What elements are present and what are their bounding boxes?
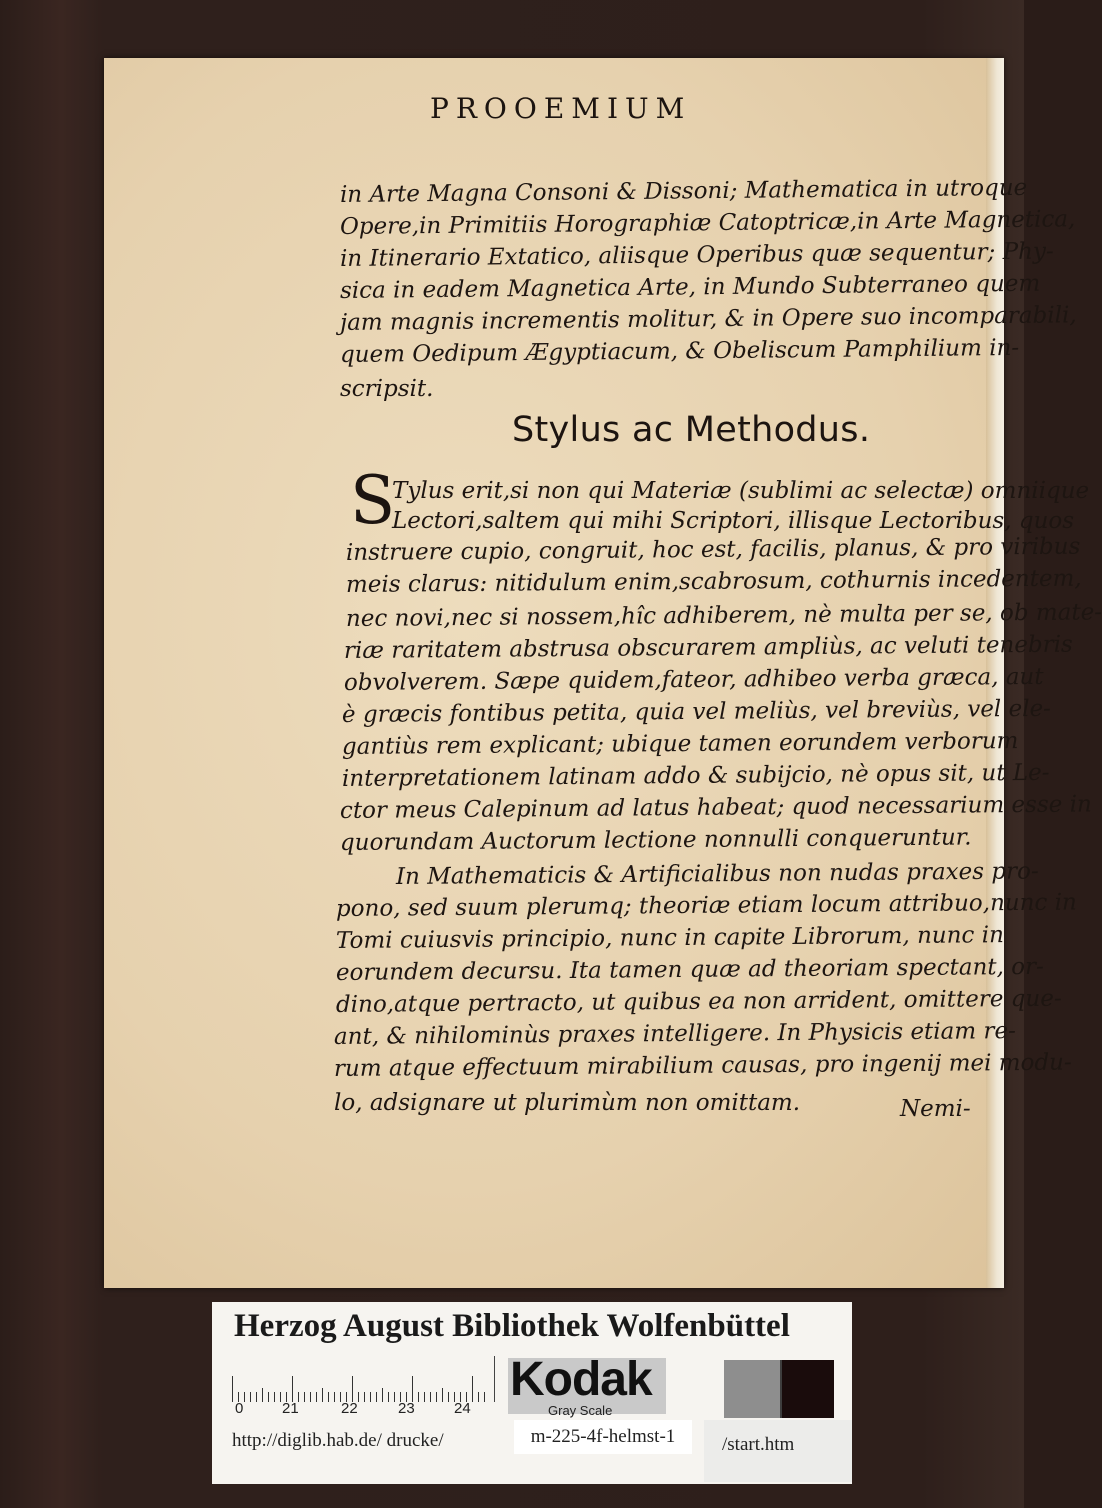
text-line: pono, sed suum plerumq; theoriæ etiam locum attribuo,nunc in xyxy=(335,889,1077,922)
text-line: dino,atque pertracto, ut quibus ea non arrident, omittere que- xyxy=(335,985,1062,1018)
text-line: instruere cupio, congruit, hoc est, facilis, planus, & pro viribus xyxy=(345,533,1081,566)
text-line: Tomi cuiusvis principio, nunc in capite Librorum, nunc in xyxy=(335,922,1004,954)
catchword: Nemi- xyxy=(900,1096,971,1122)
running-head: PROOEMIUM xyxy=(430,92,692,125)
text-line: meis clarus: nitidulum enim,scabrosum, cothurnis incedentem, xyxy=(345,565,1082,598)
text-line: obvolverem. Sæpe quidem,fateor, adhibeo verba græca, aut xyxy=(343,663,1044,696)
digital-library-url: http://diglib.hab.de/ drucke/ xyxy=(232,1430,444,1451)
gray-swatch-black xyxy=(782,1360,834,1418)
text-line: sica in eadem Magnetica Arte, in Mundo Subterraneo quem xyxy=(339,270,1041,304)
library-name: Herzog August Bibliothek Wolfenbüttel xyxy=(234,1308,790,1344)
text-line: scripsit. xyxy=(340,376,434,402)
start-page-url: /start.htm xyxy=(722,1434,795,1455)
text-line: interpretationem latinam addo & subijcio, nè opus sit, ut Le- xyxy=(341,759,1050,792)
text-line: jam magnis incrementis molitur, & in Opere suo incomparabili, xyxy=(339,302,1077,336)
text-line: nec novi,nec si nossem,hîc adhiberem, nè multa per se, ob mate- xyxy=(345,599,1102,632)
text-line: In Mathematicis & Artificialibus non nudas praxes pro- xyxy=(395,858,1039,890)
scale-ruler xyxy=(232,1356,495,1402)
kodak-logo: Kodak xyxy=(510,1353,652,1406)
text-line: ant, & nihilominùs praxes intelligere. In Physicis etiam re- xyxy=(333,1018,1016,1050)
text-line: Lectori,saltem qui mihi Scriptori, illisque Lectoribus, quos xyxy=(392,508,1075,534)
section-title: Stylus ac Methodus. xyxy=(512,410,871,450)
text-line: rum atque effectuum mirabilium causas, pro ingenij mei modu- xyxy=(333,1049,1072,1082)
text-line: è græcis fontibus petita, quia vel meliùs, vel breviùs, vel ele- xyxy=(341,695,1052,728)
text-line: eorundem decursu. Ita tamen quæ ad theoriam spectant, or- xyxy=(335,953,1044,986)
gray-swatch-mid xyxy=(724,1360,780,1418)
text-line: gantiùs rem explicant; ubique tamen eorundem verborum xyxy=(341,728,1019,760)
text-line: lo, adsignare ut plurimùm non omittam. xyxy=(334,1090,801,1116)
drop-cap: S xyxy=(350,462,396,539)
text-line: Tylus erit,si non qui Materiæ (sublimi ac selectæ) omniique xyxy=(392,478,1090,504)
ruler-label: 21 xyxy=(282,1400,299,1417)
call-number: m-225-4f-helmst-1 xyxy=(514,1420,692,1454)
text-line: quem Oedipum Ægyptiacum, & Obeliscum Pamphilium in- xyxy=(339,334,1020,368)
ruler-label: 23 xyxy=(398,1400,415,1417)
text-line: quorundam Auctorum lectione nonnulli conqueruntur. xyxy=(339,824,972,856)
ruler-label: 22 xyxy=(341,1400,358,1417)
gray-scale-label: Gray Scale xyxy=(548,1403,613,1418)
ruler-label: 0 xyxy=(235,1400,244,1417)
text-line: ctor meus Calepinum ad latus habeat; quod necessarium esse in xyxy=(339,791,1092,824)
text-line: in Arte Magna Consoni & Dissoni; Mathematica in utroque xyxy=(339,174,1028,208)
text-line: riæ raritatem abstrusa obscurarem ampliùs, ac veluti tenebris xyxy=(343,631,1073,664)
ruler-label: 24 xyxy=(454,1400,471,1417)
text-line: Opere,in Primitiis Horographiæ Catoptricæ,in Arte Magnetica, xyxy=(339,206,1076,240)
text-line: in Itinerario Extatico, aliisque Operibus quæ sequentur; Phy- xyxy=(339,238,1054,272)
